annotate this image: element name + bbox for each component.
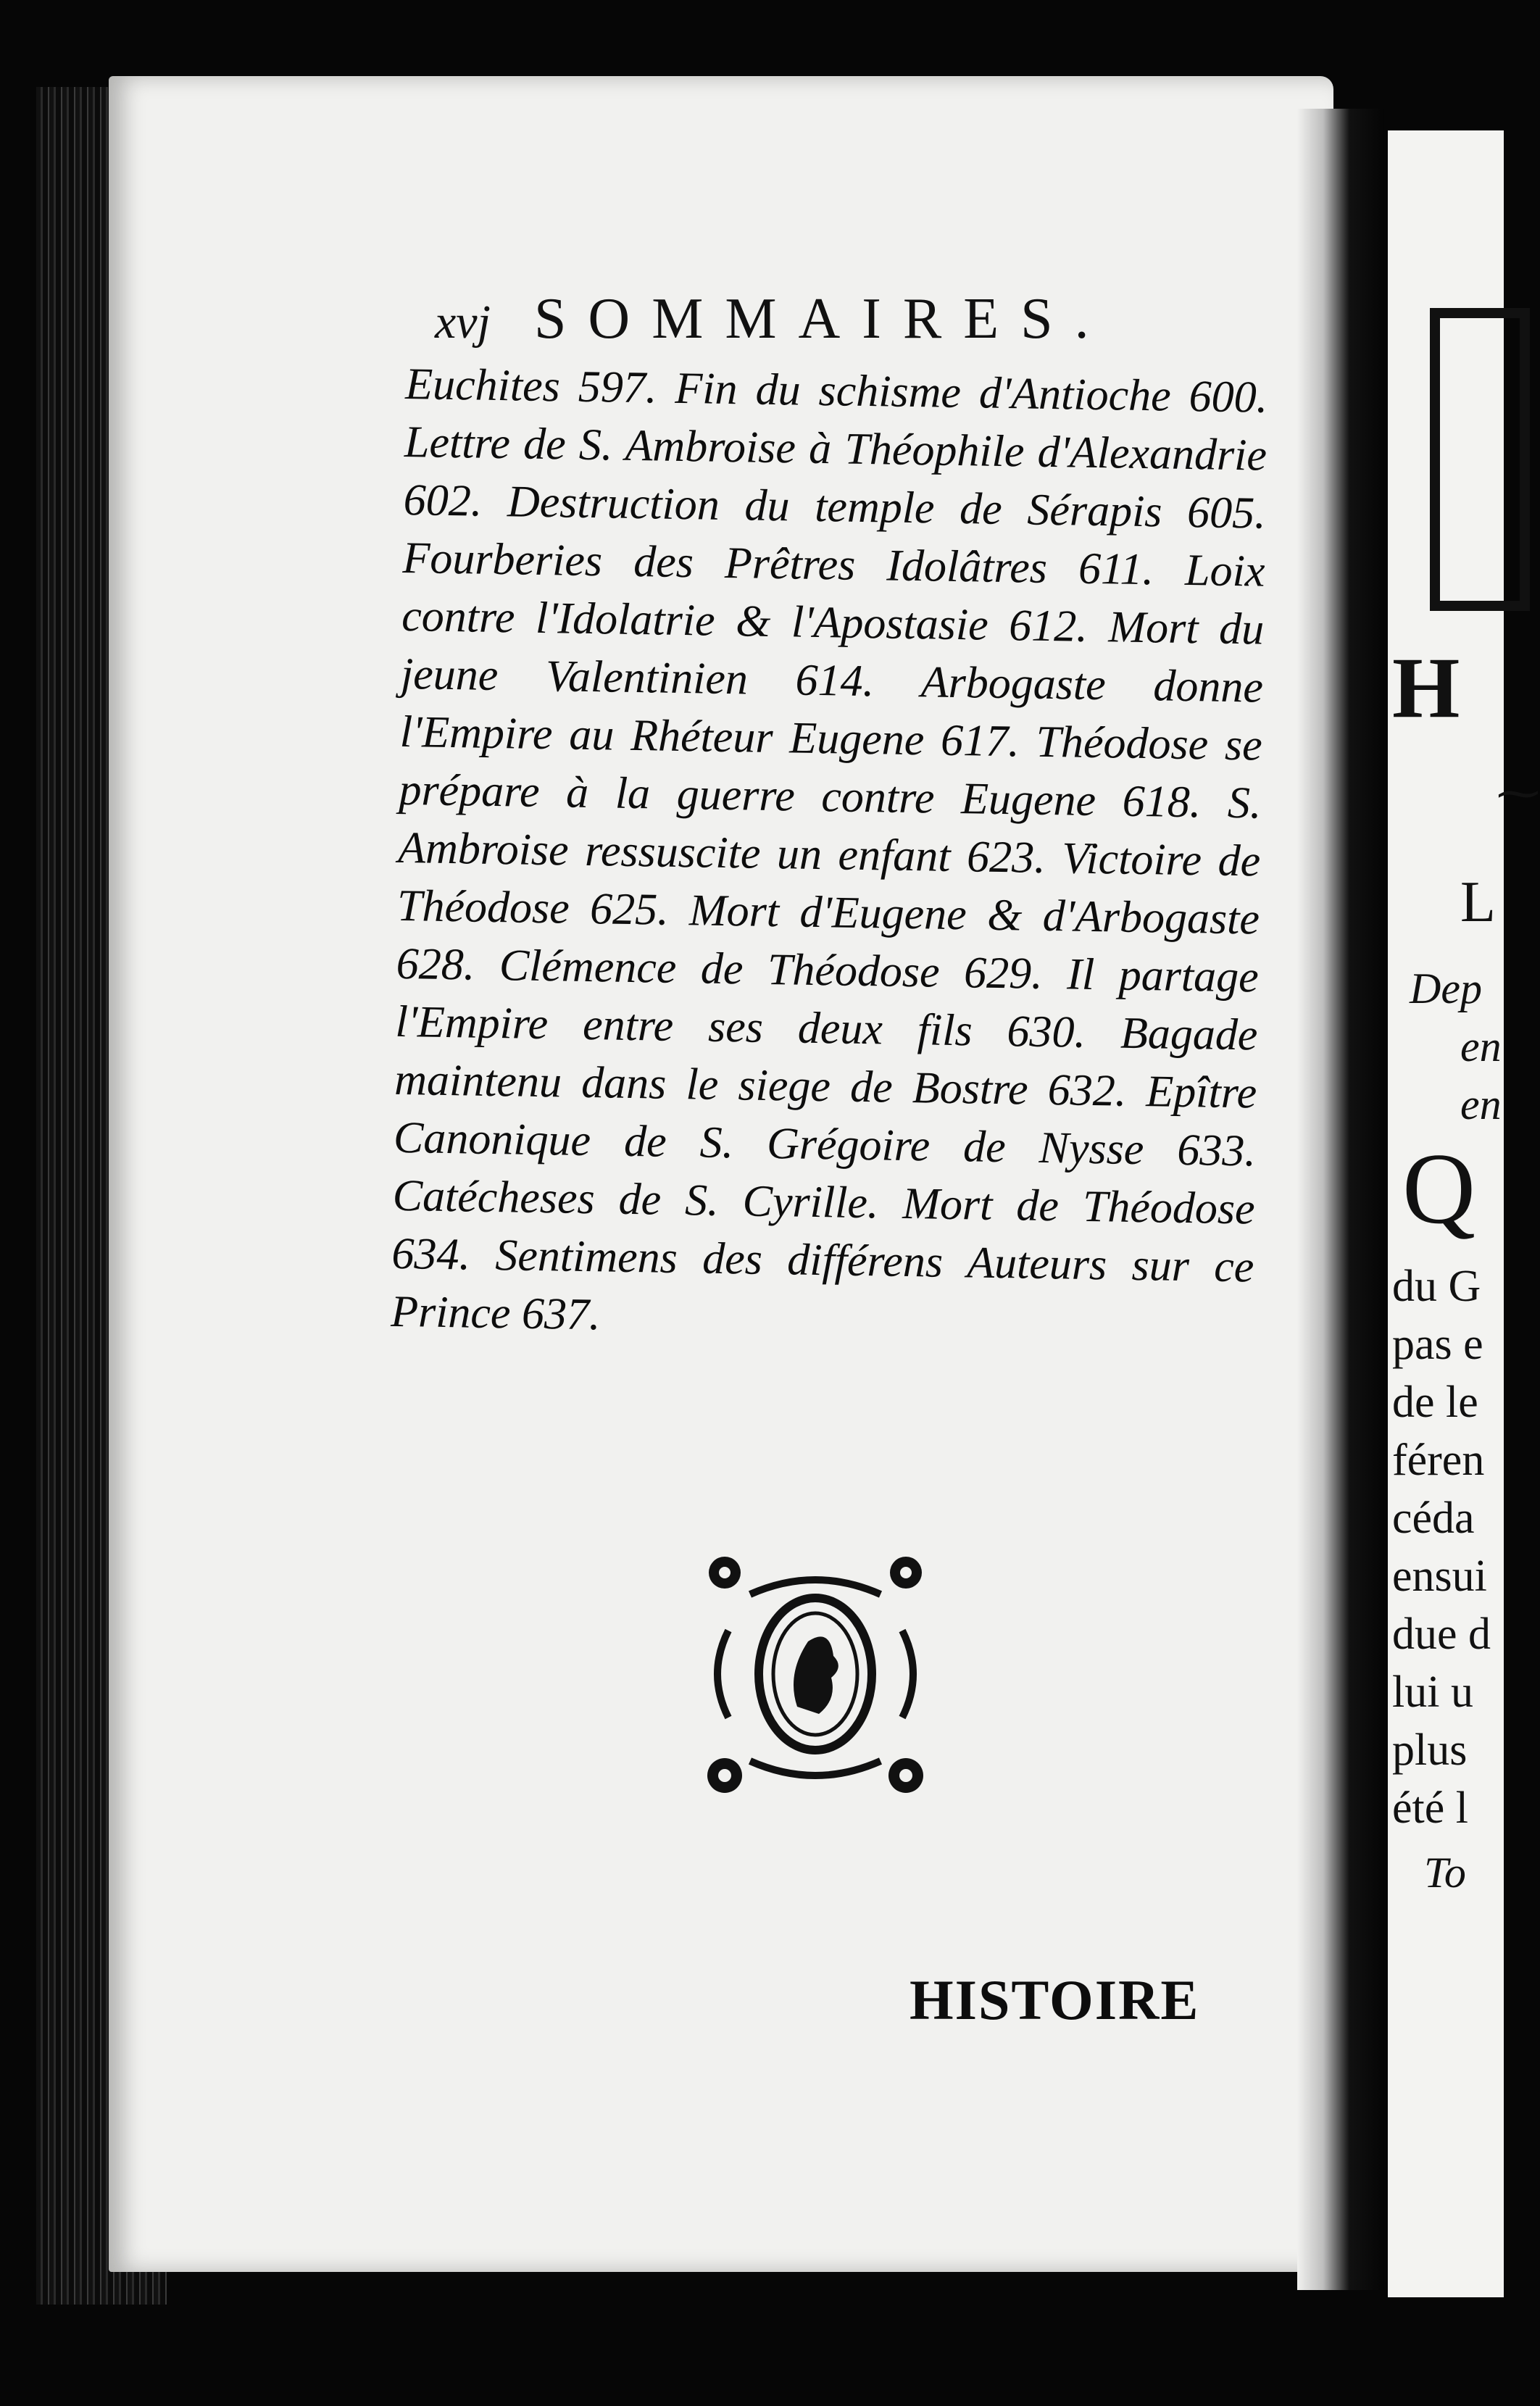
- right-fragment: plus: [1392, 1726, 1468, 1775]
- folio: xvj: [435, 296, 491, 349]
- right-fragment: lui u: [1392, 1668, 1473, 1717]
- right-fragment: Dep: [1410, 965, 1482, 1012]
- cameo-ornament-icon: [699, 1551, 931, 1797]
- right-fragment: été l: [1392, 1783, 1468, 1833]
- decorative-frame: [1430, 308, 1530, 611]
- right-fragment: en: [1460, 1023, 1502, 1070]
- right-fragment: de le: [1392, 1378, 1478, 1427]
- page-header: [435, 286, 1275, 366]
- drop-cap: Q: [1402, 1133, 1476, 1245]
- right-fragment: due d: [1392, 1610, 1491, 1659]
- right-fragment: L: [1460, 870, 1496, 934]
- summary-text: Euchites 597. Fin du schisme d'Antioche 600. Lettre de S. Ambroise à Théophile d'Alexandrie 602. Destruction du temple de Sérapis 605. Fourberies des Prêtres Idolâtres 611. Loix contre l'Idolatrie & l'Apostasie 612. Mort du jeune Valentinien 614. Arbogaste donne l'Empire au Rhéteur Eugene 617. Théodose se prépare à la guerre contre Eugene 618. S. Ambroise ressuscite un enfant 623. Victoire de Théodose 625. Mort d'Eugene & d'Arbogaste 628. Clémence de Théodose 629. Il partage l'Empire entre ses deux fils 630. Bagade maintenu dans le siege de Bostre 632. Epître Canonique de S. Grégoire de Nysse 633. Catécheses de S. Cyrille. Mort de Théodose 634. Sentimens des différens Auteurs sur ce Prince 637.: [390, 359, 1268, 1340]
- right-fragment: pas e: [1392, 1320, 1483, 1369]
- right-fragment: en: [1460, 1081, 1502, 1128]
- right-page-fragment: [1388, 130, 1540, 2297]
- right-fragment: du G: [1392, 1262, 1481, 1311]
- running-title: SOMMAIRES.: [533, 287, 1111, 351]
- gutter-shadow: [1297, 109, 1384, 2290]
- right-fragment: ensui: [1392, 1552, 1487, 1601]
- catchword: HISTOIRE: [910, 1968, 1200, 2031]
- right-fragment: céda: [1392, 1494, 1475, 1543]
- right-fragment: féren: [1392, 1436, 1485, 1485]
- right-fragment: H: [1392, 639, 1460, 736]
- right-fragment-divider: ⁓: [1497, 770, 1540, 817]
- right-fragment: To: [1424, 1849, 1466, 1897]
